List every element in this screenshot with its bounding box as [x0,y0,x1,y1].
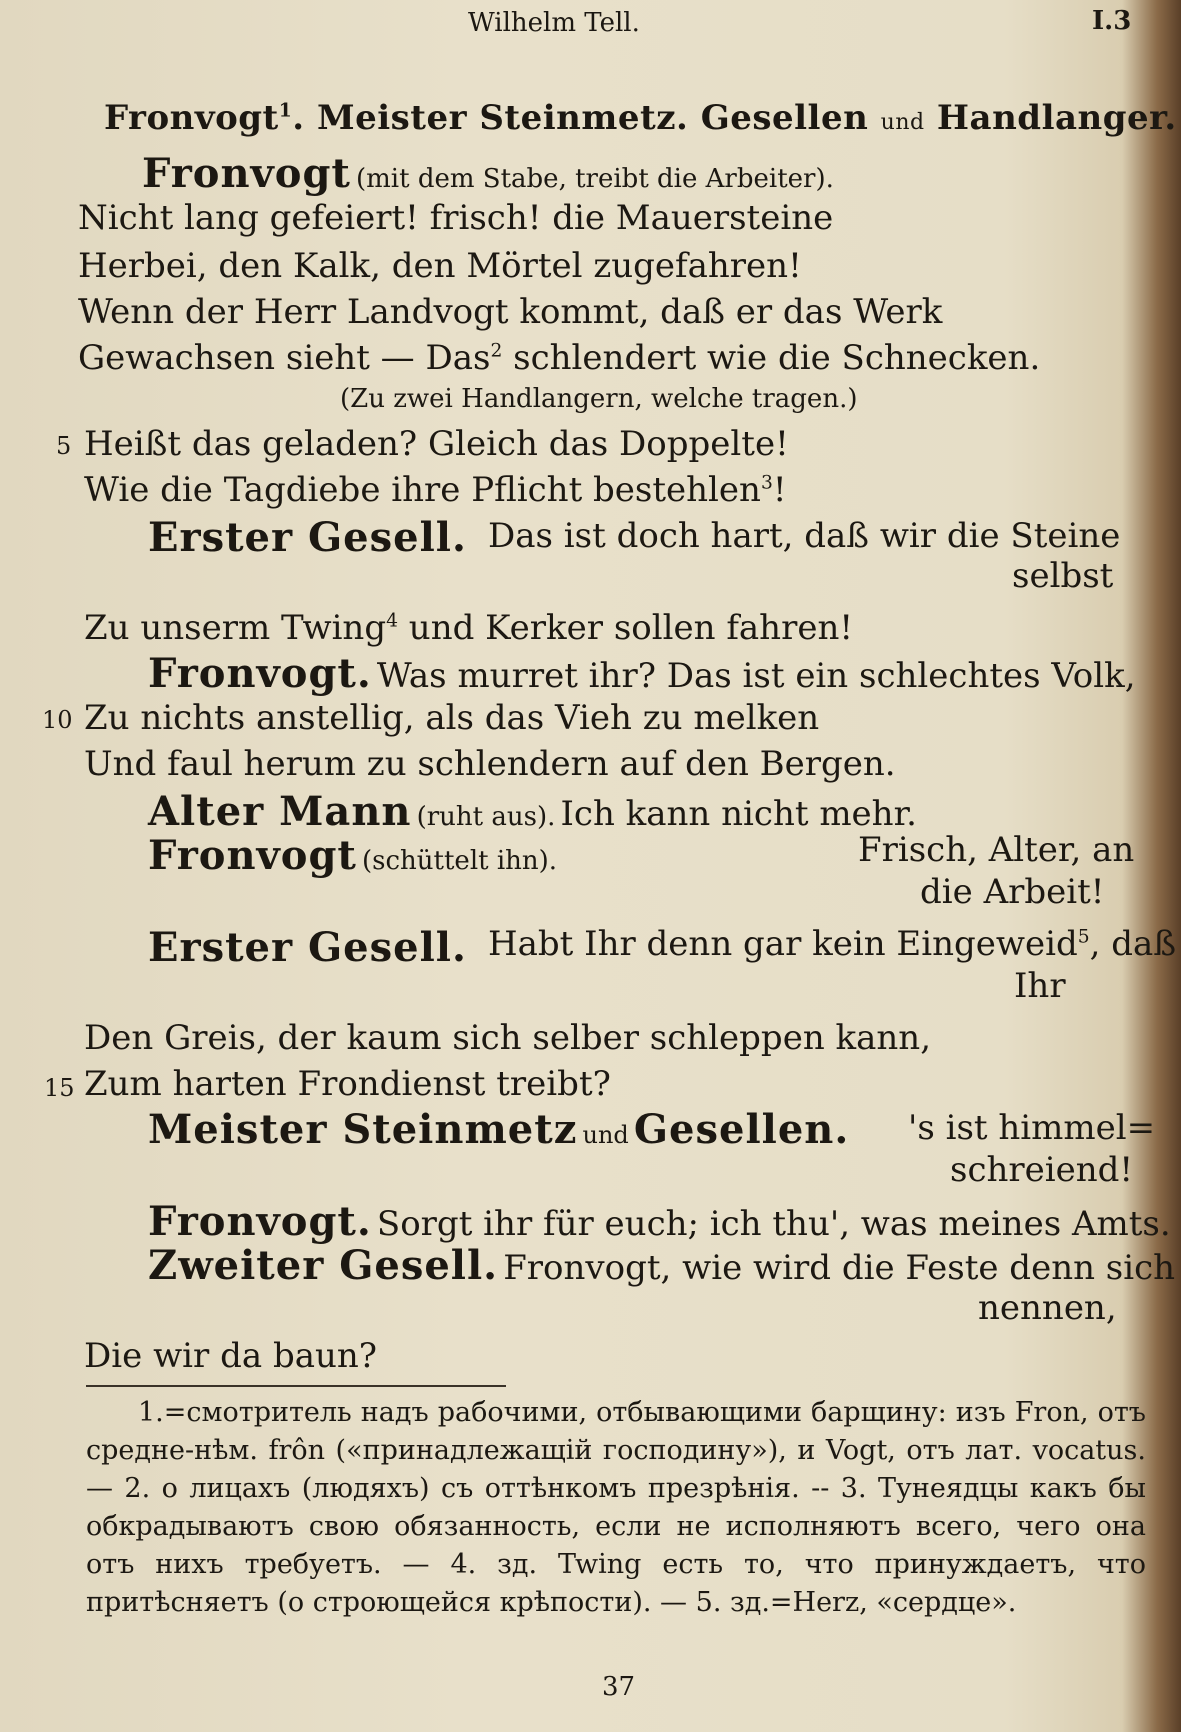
verse-line-continuation: schreiend! [950,1150,1134,1190]
speaker-name: Gesellen. [633,1106,850,1153]
line-number: 5 [56,432,72,460]
verse-line: Ich kann nicht mehr. [560,794,917,834]
footnote-mark: 1 [278,99,293,122]
verse-line: Und faul herum zu schlendern auf den Bergen. [84,744,896,784]
verse-line-continuation: selbst [1012,556,1114,596]
speaker-name: Fronvogt [148,832,357,879]
speaker-name: Erster Gesell. [148,514,467,561]
scene-reference: I.3 [1092,6,1132,36]
footnote-divider [86,1385,506,1387]
verse-line: Zu unserm Twing$^4$ und Kerker sollen fahren! [84,608,853,648]
page-number: 37 [602,1672,636,1702]
speaker-name: Zweiter Gesell. [148,1242,499,1289]
line-number: 10 [42,706,73,734]
speaker-name: Alter Mann [148,788,412,835]
verse-line: Heißt das geladen? Gleich das Doppelte! [84,424,789,464]
speech-heading [148,832,557,879]
verse-line: Was murret ihr? Das ist ein schlechtes Volk, [376,656,1136,696]
verse-line: Fronvogt, wie wird die Feste denn sich [503,1248,1176,1288]
verse-line: Sorgt ihr für euch; ich thu', was meines Amts. [376,1204,1171,1244]
line-number: 15 [44,1074,75,1102]
speaker-name: Erster Gesell. [148,924,467,971]
speech-heading [142,150,834,197]
speech-heading [148,650,1136,697]
verse-line: Wenn der Herr Landvogt kommt, daß er das Werk [78,292,943,332]
verse-line: Die wir da baun? [84,1336,378,1376]
verse-line-continuation: Ihr [1014,966,1066,1006]
speaker-name: Meister Steinmetz [148,1106,578,1153]
verse-line: Den Greis, der kaum sich selber schleppen kann, [84,1018,931,1058]
footnote-mark: 5 [1077,926,1090,948]
verse-line: Zu nichts anstellig, als das Vieh zu melken [84,698,820,738]
running-title: Wilhelm Tell. [468,8,640,38]
footnote-mark: 4 [386,610,398,632]
verse-line-continuation: nennen, [978,1288,1117,1328]
stage-direction: (ruht aus). [416,802,556,832]
speaker-name: Fronvogt [142,150,351,197]
speech-heading [148,1198,1171,1245]
verse-line: Gewachsen sieht — Das$^2$ schlendert wie die Schnecken. [78,338,1041,378]
footnotes-block [86,1394,1146,1622]
verse-line: 's ist himmel= [908,1108,1156,1148]
verse-line: Wie die Tagdiebe ihre Pflicht bestehlen$^3$! [84,470,787,510]
footnotes-text: 1.=смотритель надъ рабочими, отбывающими барщину: изъ Fron, отъ средне-нѣм. frôn («принадлежащій господину»), и Vogt, отъ лат. vocatus. — 2. о лицахъ (людяхъ) съ оттѣнкомъ презрѣнія. -- 3. Тунеядцы какъ бы обкрадываютъ свою обязанность, если не исполняютъ всего, чего она отъ нихъ требуетъ. — 4. зд. Twing есть то, что принуждаетъ, что притѣсняетъ (о строющейся крѣпости). — 5. зд.=Herz, «сердце». [86,1397,1146,1618]
speech-heading [148,1106,849,1153]
stage-direction: (Zu zwei Handlangern, welche tragen.) [340,384,858,414]
speaker-name: Fronvogt. [148,650,372,697]
speech-heading [148,788,917,835]
verse-line: Frisch, Alter, an [858,830,1135,870]
speaker-conjunction: und [582,1121,629,1149]
verse-line: Habt Ihr denn gar kein Eingeweid$^5$, daß [488,924,1177,964]
scene-conjunction: und [880,110,925,135]
verse-line: Herbei, den Kalk, den Mörtel zugefahren! [78,246,802,286]
speaker-name: Fronvogt. [148,1198,372,1245]
verse-line: Das ist doch hart, daß wir die Steine [488,516,1121,556]
verse-line: Zum harten Frondienst treibt? [84,1064,611,1104]
footnote-mark: 2 [490,340,503,362]
speech-heading [148,1242,1175,1289]
stage-direction: (schüttelt ihn). [362,846,558,876]
stage-direction: (mit dem Stabe, treibt die Arbeiter). [356,164,834,194]
scene-person-fronvogt: Fronvogt [104,98,279,138]
scene-person-handlanger: Handlanger. [936,98,1177,138]
scene-persons [104,98,1177,138]
footnote-mark: 3 [760,472,773,494]
verse-line-continuation: die Arbeit! [920,872,1105,912]
verse-line: Nicht lang gefeiert! frisch! die Mauersteine [78,198,834,238]
scene-person-rest: . Meister Steinmetz. Gesellen [292,98,869,138]
